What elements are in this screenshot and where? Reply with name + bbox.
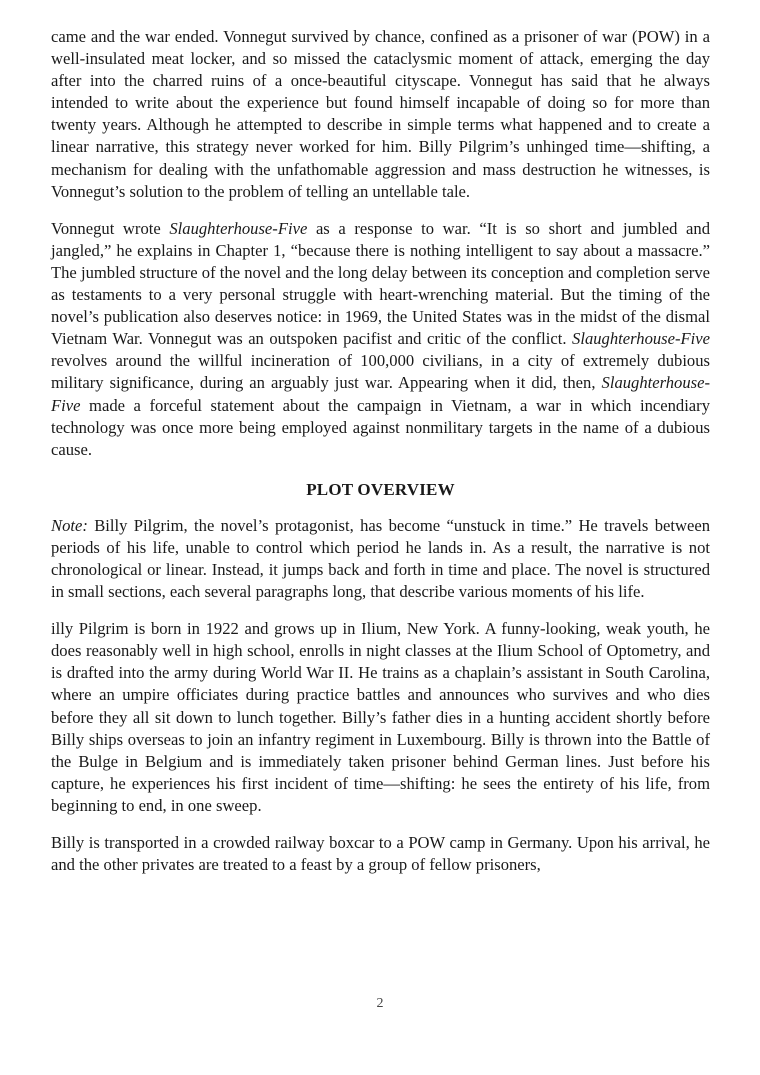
paragraph-boxcar: Billy is transported in a crowded railway boxcar to a POW camp in Germany. Upon his arrival, he and the other privates are treated to a feast by a group of fellow prisoners,	[51, 833, 710, 875]
book-title: Slaughterhouse-Five	[169, 218, 308, 238]
document-page	[51, 26, 710, 876]
book-title: Slaughterhouse-Five	[51, 373, 710, 415]
paragraph-response-to-war	[51, 218, 710, 461]
section-heading-plot-overview: PLOT OVERVIEW	[306, 479, 455, 499]
text-run: revolves around the willful incineration of 100,000 civilians, in a city of extremely dubious military significance, during an arguably just war. Appearing when it did, then,	[51, 351, 710, 393]
book-title: Slaughterhouse-Five	[572, 329, 710, 349]
text-run: Billy Pilgrim, the novel’s protagonist, has become “unstuck in time.” He travels between periods of his life, unable to control which period he lands in. As a result, the narrative is not chronological or linear. Instead, it jumps back and forth in time and place. The novel is structured in small sections, each several paragraphs long, that describe various moments of his life.	[51, 515, 710, 602]
text-run: made a forceful statement about the campaign in Vietnam, a war in which incendiary technology was once more being employed against nonmilitary targets in the name of a dubious cause.	[51, 395, 710, 459]
paragraph-war-ended: came and the war ended. Vonnegut survived by chance, confined as a prisoner of war (POW) in a well-insulated meat locker, and so missed the cataclysmic moment of attack, emerging the day after into the charred ruins of a once-beautiful cityscape. Vonnegut has said that he always intended to write about the experience but found himself incapable of doing so for more than twenty years. Although he attempted to describe in simple terms what happened and to create a linear narrative, this strategy never worked for him. Billy Pilgrim’s unhinged time—shifting, a mechanism for dealing with the unfathomable aggression and mass destruction he witnesses, is Vonnegut’s solution to the problem of telling an untellable tale.	[51, 27, 710, 201]
paragraph-billy-born: illy Pilgrim is born in 1922 and grows up in Ilium, New York. A funny-looking, weak youth, he does reasonably well in high school, enrolls in night classes at the Ilium School of Optometry, and is drafted into the army during World War II. He trains as a chaplain’s assistant in South Carolina, where an umpire officiates during practice battles and announces who survives and who dies before they all sit down to lunch together. Billy’s father dies in a hunting accident shortly before Billy ships overseas to join an infantry regiment in Luxembourg. Billy is thrown into the Battle of the Bulge in Belgium and is immediately taken prisoner behind German lines. Just before his capture, he experiences his first incident of time—shifting: he sees the entirety of his life, from beginning to end, in one sweep.	[51, 619, 710, 815]
text-run: Vonnegut wrote	[51, 218, 170, 238]
page-number: 2	[376, 996, 384, 1011]
paragraph-note	[51, 515, 710, 603]
note-label: Note:	[51, 515, 88, 535]
text-run: as a response to war. “It is so short and jumbled and jangled,” he explains in Chapter 1, “because there is nothing intelligent to say about a massacre.” The jumbled structure of the novel and the long delay between its conception and completion serve as testaments to a very personal struggle with heart-wrenching material. But the timing of the novel’s publication also deserves notice: in 1969, the United States was in the midst of the dismal Vietnam War. Vonnegut was an outspoken pacifist and critic of the conflict.	[51, 218, 710, 349]
